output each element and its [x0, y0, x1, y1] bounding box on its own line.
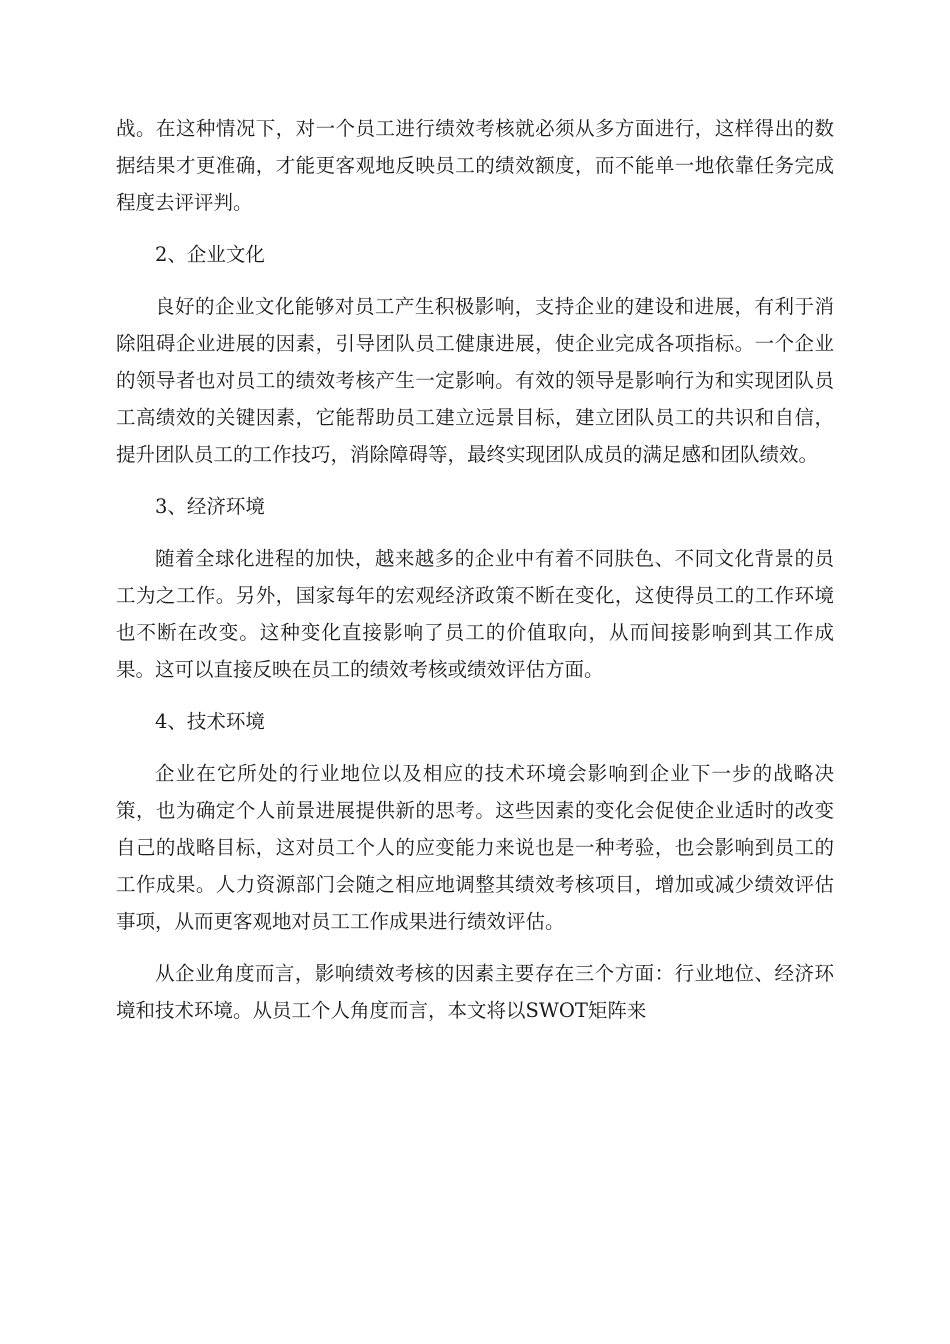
section-heading-corporate-culture: 2、企业文化: [155, 243, 265, 266]
paragraph-continued: 战。在这种情况下，对一个员工进行绩效考核就必须从多方面进行，这样得出的数据结果才更准确，才能更客观地反映员工的绩效额度，而不能单一地依靠任务完成程度去评评判。: [116, 117, 834, 214]
paragraph-summary: 从企业角度而言，影响绩效考核的因素主要存在三个方面：行业地位、经济环境和技术环境。从员工个人角度而言，本文将以SWOT矩阵来: [116, 962, 834, 1022]
section-heading-technical-environment: 4、技术环境: [155, 710, 265, 733]
paragraph-technical-environment: 企业在它所处的行业地位以及相应的技术环境会影响到企业下一步的战略决策，也为确定个人前景进展提供新的思考。这些因素的变化会促使企业适时的改变自己的战略目标，这对员工个人的应变能力来说也是一种考验，也会影响到员工的工作成果。人力资源部门会随之相应地调整其绩效考核项目，增加或减少绩效评估事项，从而更客观地对员工工作成果进行绩效评估。: [116, 762, 834, 933]
paragraph-corporate-culture: 良好的企业文化能够对员工产生积极影响，支持企业的建设和进展，有利于消除阻碍企业进展的因素，引导团队员工健康进展，使企业完成各项指标。一个企业的领导者也对员工的绩效考核产生一定影响。有效的领导是影响行为和实现团队员工高绩效的关键因素，它能帮助员工建立远景目标，建立团队员工的共识和自信，提升团队员工的工作技巧，消除障碍等，最终实现团队成员的满足感和团队绩效。: [116, 295, 834, 466]
paragraph-economic-environment: 随着全球化进程的加快，越来越多的企业中有着不同肤色、不同文化背景的员工为之工作。另外，国家每年的宏观经济政策不断在变化，这使得员工的工作环境也不断在改变。这种变化直接影响了员工的价值取向，从而间接影响到其工作成果。这可以直接反映在员工的绩效考核或绩效评估方面。: [116, 547, 834, 681]
document-body: [116, 110, 834, 1029]
section-heading-economic-environment: 3、经济环境: [155, 495, 265, 518]
